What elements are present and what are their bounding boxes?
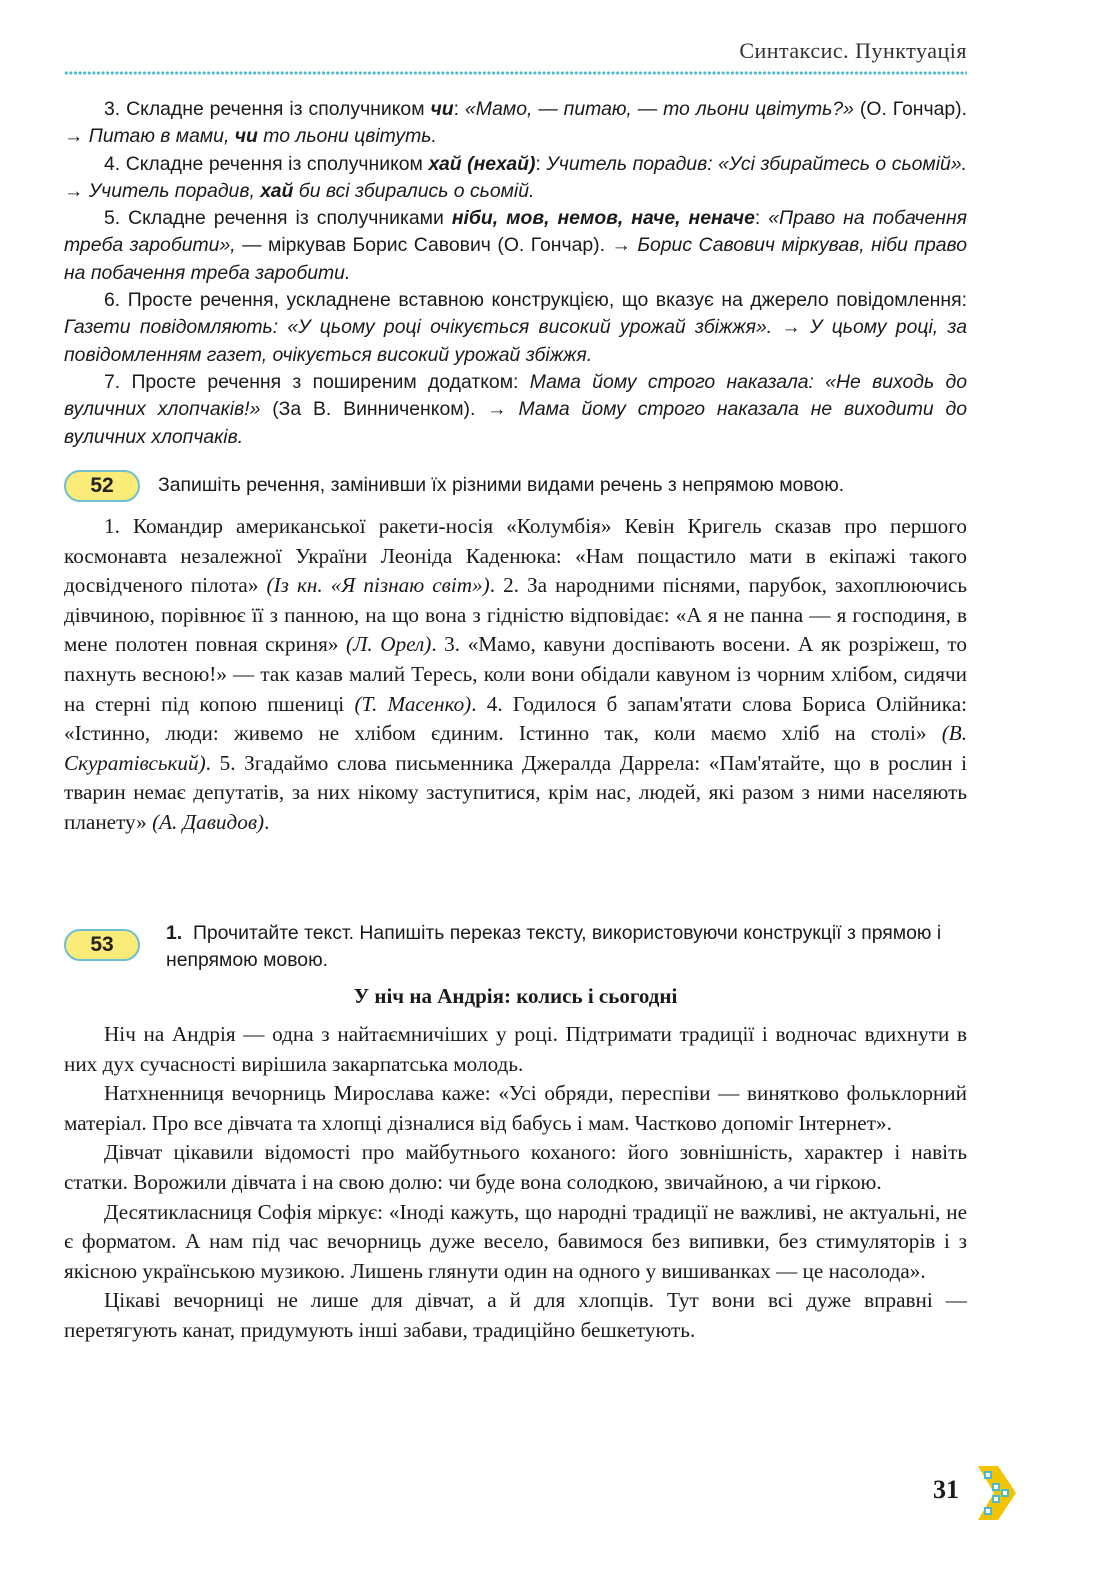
sentence-text: . 3. «Мамо, кавуни доспівають восени. А як розріжеш, то пахнуть весною!» — так казав малий Тересь, коли вони обідали кавуном із чорним хлібом, сидячи на стерні під копою пшениці (64, 632, 967, 716)
header-dotted-rule (64, 70, 967, 76)
page-number: 31 (933, 1475, 959, 1504)
source-citation: (В. Скуратівський) (64, 721, 967, 775)
text-paragraph: Цікаві вечорниці не лише для дівчат, а й для хлопців. Тут вони всі дуже вправні — перетягують канат, придумують інші забави, традиційно бешкетують. (64, 1288, 967, 1342)
text-paragraph: Ніч на Андрія — одна з найтаємничіших у році. Підтримати традиції і водночас вдихнути в них дух сучасності вирішила закарпатська молодь. (64, 1022, 967, 1076)
text-paragraph: Натхненниця вечорниць Мирослава каже: «Усі обряди, переспіви — винятково фольклорний матеріал. Про все дівчата та хлопці дізналися від бабусь і мам. Частково допоміг Інтернет». (64, 1081, 967, 1135)
source-citation: (Л. Орел) (346, 632, 432, 657)
example-item-6: 6. Просте речення, ускладнене вставною конструкцією, що вказує на джерело повідомлення: Газети повідомляють: «У цьому році очікується високий урожай збіжжя». → У цьому році, за повідомленням газет, очікується високий урожай збіжжя. (64, 289, 967, 366)
example-item-5: 5. Складне речення із сполучниками ніби, мов, немов, наче, неначе: «Право на побачення треба заробити», — міркував Борис Савович (О. Гончар). → Борис Савович міркував, ніби право на побачення треба заробити. (64, 207, 968, 284)
text-title: У ніч на Андрія: колись і сьогодні (353, 984, 678, 1008)
text-paragraph: Дівчат цікавили відомості про майбутнього коханого: його зовнішність, характер і навіть статки. Ворожили дівчата і на свою долю: чи буде вона солодкою, звичайною, а чи гіркою. (64, 1140, 967, 1194)
text-paragraph: Десятикласниця Софія міркує: «Іноді кажуть, що народні традиції не важливі, не актуальні, не є форматом. А нам під час вечорниць дуже весело, бавимося без випивки, без стимуляторів і з якісною українською музикою. Лишень глянути один на одного у вишиванках — це насолода». (64, 1199, 967, 1283)
sentence-text: . 2. За народними піснями, парубок, захоплюючись дівчиною, порівнює її з панною, на що вона з гідністю відповідає: «А я не панна — я господиня, в мене полотен повная скриня» (64, 573, 967, 657)
running-head: Синтаксис. Пунктуація (739, 38, 967, 63)
source-citation: (А. Давидов) (152, 809, 265, 834)
sentence-text: . 5. Згадаймо слова письменника Джералда Даррела: «Пам'ятайте, що в рослин і тварин немає депутатів, за них нікому заступитися, крім нас, людей, які разом з ними населяють планету» (64, 750, 967, 834)
sentence-text: . (264, 809, 270, 834)
examples-list (64, 96, 967, 451)
exercise-52-text (64, 512, 967, 838)
textbook-page (64, 0, 967, 1582)
example-item-3: 3. Складне речення із сполучником чи: «Мамо, — питаю, — то льони цвітуть?» (О. Гончар). → Питаю в мами, чи то льони цвітуть. (64, 98, 967, 148)
exercise-task: Запишіть речення, замінивши їх різними видами речень з непрямою мовою. (158, 474, 845, 496)
exercise-52-paragraph (64, 512, 967, 838)
exercise-number-badge: 52 (64, 470, 140, 502)
example-item-4: 4. Складне речення із сполучником хай (нехай): Учитель порадив: «Усі збирайтесь о сьомій». → Учитель порадив, хай би всі збирались о сьомій. (64, 152, 967, 202)
exercise-task: 1. Прочитайте текст. Напишіть переказ тексту, використовуючи конструкції з прямою і непрямою мовою. (166, 922, 942, 971)
sentence-text: . 4. Годилося б запам'ятати слова Бориса Олійника: «Істинно, люди: живемо не хлібом єдиним. Істинно так, коли маємо хліб на столі» (64, 691, 967, 746)
sentence-text: 1. Командир американської ракети-носія «Колумбія» Кевін Кригель сказав про першого космонавта незалежної України Леоніда Каденюка: «Нам пощастило мати в екіпажі такого досвідченого пілота» (64, 514, 967, 598)
source-citation: (Т. Масенко) (354, 691, 472, 716)
exercise-53-text (64, 1020, 967, 1346)
ornament-arrow-icon (976, 1462, 1018, 1524)
example-item-7: 7. Просте речення з поширеним додатком: Мама йому строго наказала: «Не виходь до вуличних хлопчаків!» (За В. Винниченком). → Мама йому строго наказала не виходити до вуличних хлопчаків. (64, 370, 967, 448)
exercise-number-badge: 53 (64, 929, 140, 961)
source-citation: (Із кн. «Я пізнаю світ») (266, 573, 490, 598)
